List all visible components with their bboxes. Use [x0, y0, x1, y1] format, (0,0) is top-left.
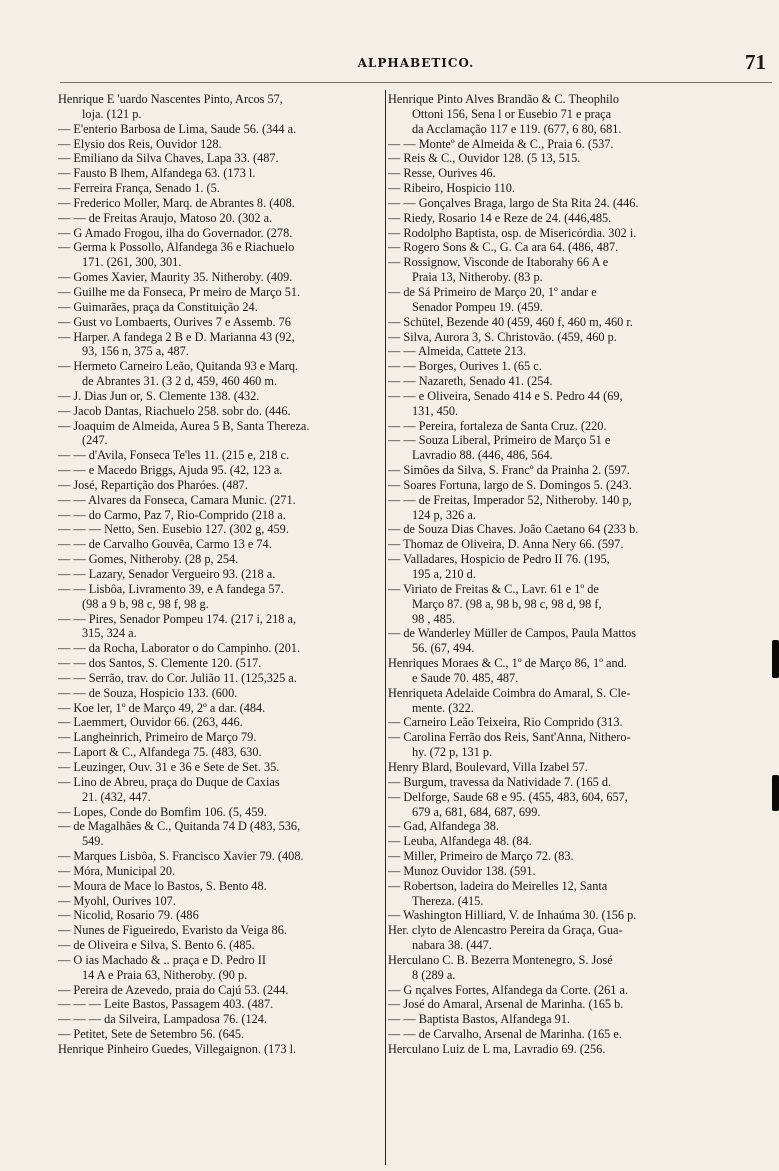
entry-line: — Reis & C., Ouvidor 128. (5 13, 515.: [388, 151, 581, 166]
entry-line: — — Gomes, Nitheroby. (28 p, 254.: [58, 552, 239, 567]
entry-line: — Móra, Municipal 20.: [58, 863, 176, 878]
entry-continuation: 93, 156 n, 375 a, 487.: [82, 344, 189, 359]
entry-line: — Schütel, Bezende 40 (459, 460 f, 460 m, 460 r.: [388, 314, 633, 329]
index-entry: [388, 552, 714, 582]
entry-line: — — Almeida, Cattete 213.: [388, 344, 526, 359]
index-entry: [388, 240, 714, 255]
right-column: [388, 92, 714, 1057]
index-entry: [388, 92, 714, 137]
entry-line: — Laemmert, Ouvidor 66. (263, 446.: [58, 715, 243, 730]
entry-line: — Ferreira França, Senado 1. (5.: [58, 181, 220, 196]
entry-line: — de Sá Primeiro de Março 20, 1º andar e: [388, 284, 597, 299]
entry-continuation: 14 A e Praia 63, Nitheroby. (90 p.: [82, 967, 248, 982]
index-entry: [58, 300, 380, 315]
entry-line: Henrique E 'uardo Nascentes Pinto, Arcos 57,: [58, 92, 283, 106]
page-title: ALPHABETICO.: [357, 56, 475, 70]
entry-line: — Thomaz de Oliveira, D. Anna Nery 66. (597.: [388, 537, 624, 552]
index-entry: [388, 819, 714, 834]
entry-line: — Valladares, Hospicio de Pedro II 76. (195,: [388, 552, 610, 567]
entry-line: — Leuba, Alfandega 48. (84.: [388, 834, 532, 849]
entry-continuation: 195 a, 210 d.: [412, 567, 476, 581]
column-divider: [385, 90, 386, 1165]
entry-line: — Munoz Ouvidor 138. (591.: [388, 863, 536, 878]
entry-line: — — Pereira, fortaleza de Santa Cruz. (220.: [388, 418, 607, 433]
index-entry: [388, 151, 714, 166]
index-entry: [388, 389, 714, 419]
index-entry: [388, 775, 714, 790]
index-entry: [58, 359, 380, 389]
index-entry: [58, 612, 380, 642]
index-entry: [58, 997, 380, 1012]
entry-continuation: 124 p, 326 a.: [412, 507, 476, 522]
index-entry: [58, 701, 380, 716]
entry-line: — Marques Lisbôa, S. Francisco Xavier 79. (408.: [58, 849, 304, 864]
entry-line: — — Alvares da Fonseca, Camara Munic. (271.: [58, 492, 296, 507]
entry-line: Henriques Moraes & C., 1º de Março 86, 1º and.: [388, 656, 627, 671]
entry-line: — Guilhe me da Fonseca, Pr meiro de Março 51.: [58, 284, 301, 299]
entry-line: — Emiliano da Silva Chaves, Lapa 33. (487.: [58, 151, 279, 166]
index-entry: [58, 983, 380, 998]
entry-line: Henry Blard, Boulevard, Villa Izabel 57.: [388, 759, 588, 774]
entry-line: — — de Carvalho Gouvêa, Carmo 13 e 74.: [58, 537, 272, 552]
entry-line: — Delforge, Saude 68 e 95. (455, 483, 604, 657,: [388, 789, 628, 804]
index-entry: [58, 894, 380, 909]
entry-line: — Lino de Abreu, praça do Duque de Caxias: [58, 774, 280, 789]
index-entry: [388, 181, 714, 196]
entry-line: — Rossignow, Visconde de Itaborahy 66 A e: [388, 255, 609, 270]
index-entry: [388, 537, 714, 552]
index-entry: [58, 330, 380, 360]
index-entry: [58, 270, 380, 285]
index-entry: [388, 255, 714, 285]
entry-continuation: de Abrantes 31. (3 2 d, 459, 460 460 m.: [82, 374, 278, 389]
index-entry: [388, 463, 714, 478]
entry-line: — Riedy, Rosario 14 e Reze de 24. (446,485.: [388, 210, 612, 225]
entry-line: — José, Repartição dos Pharóes. (487.: [58, 477, 248, 492]
entry-continuation: 98 , 485.: [412, 611, 456, 626]
entry-line: — Washington Hilliard, V. de Inhaúma 30. (156 p.: [388, 908, 637, 923]
index-entry: [388, 1027, 714, 1042]
entry-line: — Burgum, travessa da Natividade 7. (165 d.: [388, 774, 612, 789]
index-entry: [388, 166, 714, 181]
entry-line: — G nçalves Fortes, Alfandega da Corte. (261 a.: [388, 982, 629, 997]
entry-line: — Gomes Xavier, Maurity 35. Nitheroby. (409.: [58, 270, 293, 285]
margin-ink-mark: [772, 640, 779, 678]
entry-line: — — — da Silveira, Lampadosa 76. (124.: [58, 1012, 268, 1027]
index-entry: [388, 626, 714, 656]
index-entry: [388, 433, 714, 463]
index-entry: [58, 211, 380, 226]
entry-line: — Nicolid, Rosario 79. (486: [58, 908, 199, 923]
index-entry: [58, 805, 380, 820]
entry-line: — Leuzinger, Ouv. 31 e 36 e Sete de Set. 35.: [58, 759, 280, 774]
header-rule: [60, 82, 772, 83]
index-entry: [388, 330, 714, 345]
entry-continuation: e Saude 70. 485, 487.: [412, 670, 519, 685]
entry-continuation: Praia 13, Nitheroby. (83 p.: [412, 270, 543, 285]
entry-continuation: 549.: [82, 834, 104, 849]
index-entry: [58, 240, 380, 270]
index-entry: [388, 864, 714, 879]
entry-continuation: 171. (261, 300, 301.: [82, 255, 182, 270]
entry-line: — Petitet, Sete de Setembro 56. (645.: [58, 1027, 245, 1042]
index-entry: [58, 285, 380, 300]
entry-line: — — dos Santos, S. Clemente 120. (517.: [58, 656, 262, 671]
index-entry: [388, 953, 714, 983]
entry-line: — — e Macedo Briggs, Ajuda 95. (42, 123 a.: [58, 463, 283, 478]
index-entry: [58, 404, 380, 419]
entry-line: — Langheinrich, Primeiro de Março 79.: [58, 730, 257, 745]
index-entry: [58, 582, 380, 612]
index-entry: [58, 908, 380, 923]
index-entry: [58, 552, 380, 567]
entry-continuation: Thereza. (415.: [412, 893, 484, 908]
entry-line: — Joaquim de Almeida, Aurea 5 B, Santa Thereza.: [58, 418, 310, 433]
entry-line: — Laport & C., Alfandega 75. (483, 630.: [58, 745, 262, 760]
index-entry: [58, 151, 380, 166]
entry-line: — Rogero Sons & C., G. Ca ara 64. (486, 487.: [388, 240, 619, 255]
entry-line: Henrique Pinheiro Guedes, Villegaignon. (173 l.: [58, 1042, 297, 1056]
entry-line: — — Nazareth, Senado 41. (254.: [388, 374, 553, 389]
entry-line: — — de Souza, Hospicio 133. (600.: [58, 685, 238, 700]
index-entry: [58, 641, 380, 656]
entry-line: — de Souza Dias Chaves. João Caetano 64 (233 b.: [388, 522, 639, 537]
index-entry: [58, 938, 380, 953]
entry-line: — — de Freitas Araujo, Matoso 20. (302 a.: [58, 210, 273, 225]
entry-line: — Resse, Ourives 46.: [388, 166, 496, 181]
entry-line: — Elysio dos Reis, Ouvidor 128.: [58, 136, 222, 151]
entry-continuation: hy. (72 p, 131 p.: [412, 745, 493, 760]
index-entry: [388, 834, 714, 849]
entry-line: — Silva, Aurora 3, S. Christovão. (459, 460 p.: [388, 329, 617, 344]
index-entry: [388, 196, 714, 211]
index-entry: [58, 92, 380, 122]
index-entry: [58, 508, 380, 523]
index-entry: [58, 953, 380, 983]
entry-line: — Frederico Moller, Marq. de Abrantes 8. (408.: [58, 195, 295, 210]
entry-line: Herculano Luiz de L ma, Lavradio 69. (256.: [388, 1042, 606, 1056]
index-entry: [388, 715, 714, 730]
index-entry: [388, 686, 714, 716]
left-column: [58, 92, 380, 1057]
entry-line: — — d'Avila, Fonseca Te'les 11. (215 e, 218 c.: [58, 448, 290, 463]
entry-line: — de Wanderley Müller de Campos, Paula Mattos: [388, 626, 637, 641]
index-entry: [388, 374, 714, 389]
entry-line: Henriqueta Adelaide Coimbra do Amaral, S. Cle-: [388, 685, 631, 700]
index-entry: [58, 196, 380, 211]
entry-line: Her. clyto de Alencastro Pereira da Graça, Gua-: [388, 923, 623, 938]
page-number: 71: [745, 50, 766, 74]
entry-line: — Lopes, Conde do Bomfim 106. (5, 459.: [58, 804, 267, 819]
entry-line: — Gust vo Lombaerts, Ourives 7 e Assemb. 76: [58, 314, 291, 329]
index-entry: [388, 226, 714, 241]
index-entry: [388, 983, 714, 998]
index-entry: [58, 730, 380, 745]
index-entry: [58, 389, 380, 404]
entry-line: — Germa k Possollo, Alfandega 36 e Riachuelo: [58, 240, 295, 255]
entry-line: — — Serrão, trav. do Cor. Julião 11. (125,325 a.: [58, 670, 297, 685]
entry-line: — Koe ler, 1º de Março 49, 2º a dar. (484.: [58, 700, 266, 715]
index-entry: [58, 493, 380, 508]
entry-continuation: Senador Pompeu 19. (459.: [412, 299, 543, 314]
entry-line: — — Souza Liberal, Primeiro de Março 51 e: [388, 433, 611, 448]
entry-line: — Moura de Mace lo Bastos, S. Bento 48.: [58, 878, 267, 893]
index-entry: [388, 908, 714, 923]
entry-line: — O ias Machado & .. praça e D. Pedro II: [58, 952, 266, 967]
entry-continuation: Ottoni 156, Sena l or Eusebio 71 e praça: [412, 106, 612, 121]
index-entry: [58, 463, 380, 478]
running-head: [60, 52, 772, 76]
index-entry: [58, 671, 380, 686]
index-entry: [388, 879, 714, 909]
entry-line: — Hermeto Carneiro Leão, Quitanda 93 e Marq.: [58, 359, 299, 374]
index-entry: [388, 137, 714, 152]
entry-line: — — Gonçalves Braga, largo de Sta Rita 24. (446.: [388, 195, 639, 210]
index-entry: [388, 790, 714, 820]
entry-continuation: Março 87. (98 a, 98 b, 98 c, 98 d, 98 f,: [412, 596, 602, 611]
index-entry: [388, 1012, 714, 1027]
entry-line: — — Lisbôa, Livramento 39, e A fandega 57.: [58, 581, 284, 596]
entry-line: — J. Dias Jun or, S. Clemente 138. (432.: [58, 388, 260, 403]
entry-line: — — da Rocha, Laborator o do Campinho. (201.: [58, 641, 301, 656]
index-entry: [58, 923, 380, 938]
entry-continuation: loja. (121 p.: [82, 106, 142, 121]
entry-line: — — de Carvalho, Arsenal de Marinha. (165 e.: [388, 1027, 622, 1042]
index-entry: [58, 864, 380, 879]
index-entry: [58, 775, 380, 805]
index-entry: [58, 522, 380, 537]
index-entry: [388, 997, 714, 1012]
entry-line: — Guimarães, praça da Constituição 24.: [58, 299, 258, 314]
entry-line: — Pereira de Azevedo, praia do Cajú 53. (244.: [58, 982, 289, 997]
entry-line: — — Baptista Bastos, Alfandega 91.: [388, 1012, 571, 1027]
entry-line: — Jacob Dantas, Riachuelo 258. sobr do. (446.: [58, 403, 291, 418]
index-entry: [58, 1042, 380, 1057]
index-entry: [58, 122, 380, 137]
index-entry: [388, 923, 714, 953]
entry-continuation: (98 a 9 b, 98 c, 98 f, 98 g.: [82, 596, 209, 611]
entry-continuation: 56. (67, 494.: [412, 641, 475, 656]
entry-continuation: nabara 38. (447.: [412, 938, 492, 953]
index-entry: [388, 419, 714, 434]
entry-continuation: 315, 324 a.: [82, 626, 137, 641]
entry-line: — Ribeiro, Hospicio 110.: [388, 181, 515, 196]
entry-line: — — Pires, Senador Pompeu 174. (217 i, 218 a,: [58, 611, 297, 626]
index-entry: [388, 582, 714, 627]
index-entry: [388, 730, 714, 760]
index-entry: [58, 315, 380, 330]
margin-ink-mark: [772, 775, 779, 811]
entry-line: — Carolina Ferrão dos Reis, Sant'Anna, Nithero-: [388, 730, 631, 745]
index-entry: [388, 493, 714, 523]
entry-continuation: 679 a, 681, 684, 687, 699.: [412, 804, 541, 819]
index-entry: [58, 745, 380, 760]
entry-line: — E'enterio Barbosa de Lima, Saude 56. (344 a.: [58, 121, 297, 136]
entry-continuation: 21. (432, 447.: [82, 789, 151, 804]
entry-line: — Viriato de Freitas & C., Lavr. 61 e 1º de: [388, 581, 599, 596]
index-entry: [58, 181, 380, 196]
index-entry: [58, 166, 380, 181]
index-entry: [58, 1012, 380, 1027]
entry-line: — — de Freitas, Imperador 52, Nitheroby. 140 p,: [388, 492, 632, 507]
entry-continuation: Lavradio 88. (446, 486, 564.: [412, 448, 553, 463]
entry-line: — Rodolpho Baptista, osp. de Misericórdia. 302 i.: [388, 225, 637, 240]
entry-continuation: 131, 450.: [412, 403, 459, 418]
index-entry: [58, 137, 380, 152]
index-entry: [58, 567, 380, 582]
entry-line: — — e Oliveira, Senado 414 e S. Pedro 44 (69,: [388, 388, 623, 403]
entry-line: — — — Netto, Sen. Eusebio 127. (302 g, 459.: [58, 522, 289, 537]
entry-continuation: mente. (322.: [412, 700, 474, 715]
index-entry: [58, 537, 380, 552]
index-entry: [388, 285, 714, 315]
index-entry: [388, 656, 714, 686]
entry-line: — Gad, Alfandega 38.: [388, 819, 499, 834]
entry-line: — — — Leite Bastos, Passagem 403. (487.: [58, 997, 274, 1012]
entry-line: — — Monteº de Almeida & C., Praia 6. (537.: [388, 136, 614, 151]
entry-line: — José do Amaral, Arsenal de Marinha. (165 b.: [388, 997, 624, 1012]
entry-line: — Myohl, Ourives 107.: [58, 893, 176, 908]
entry-line: — — Lazary, Senador Vergueiro 93. (218 a.: [58, 567, 276, 581]
index-entry: [58, 419, 380, 449]
entry-continuation: (247.: [82, 433, 108, 448]
index-entry: [58, 686, 380, 701]
index-entry: [388, 522, 714, 537]
index-entry: [58, 478, 380, 493]
index-entry: [388, 1042, 714, 1057]
entry-line: — Miller, Primeiro de Março 72. (83.: [388, 849, 574, 864]
index-entry: [58, 879, 380, 894]
entry-line: — de Oliveira e Silva, S. Bento 6. (485.: [58, 938, 255, 953]
index-entry: [388, 359, 714, 374]
entry-line: Henrique Pinto Alves Brandão & C. Theophilo: [388, 92, 619, 106]
index-entry: [58, 226, 380, 241]
entry-line: — Fausto B lhem, Alfandega 63. (173 l.: [58, 166, 256, 181]
index-entry: [58, 1027, 380, 1042]
index-entry: [388, 760, 714, 775]
index-entry: [388, 344, 714, 359]
index-entry: [58, 715, 380, 730]
index-entry: [58, 819, 380, 849]
entry-line: Herculano C. B. Bezerra Montenegro, S. José: [388, 952, 613, 967]
index-entry: [58, 656, 380, 671]
entry-line: — G Amado Frogou, ilha do Governador. (278.: [58, 225, 293, 240]
entry-line: — Simões da Silva, S. Francº da Prainha 2. (597.: [388, 463, 630, 478]
entry-line: — — Borges, Ourives 1. (65 c.: [388, 359, 542, 374]
index-entry: [388, 211, 714, 226]
entry-line: — Harper. A fandega 2 B e D. Marianna 43 (92,: [58, 329, 295, 344]
entry-line: — de Magalhães & C., Quitanda 74 D (483, 536,: [58, 819, 301, 834]
index-entry: [58, 849, 380, 864]
index-entry: [58, 760, 380, 775]
index-entry: [58, 448, 380, 463]
entry-continuation: 8 (289 a.: [412, 967, 456, 982]
entry-line: — Soares Fortuna, largo de S. Domingos 5. (243.: [388, 477, 632, 492]
entry-line: — — do Carmo, Paz 7, Rio-Comprido (218 a.: [58, 507, 286, 522]
index-entry: [388, 478, 714, 493]
entry-line: — Carneiro Leão Teixeira, Rio Comprido (313.: [388, 715, 623, 730]
index-entry: [388, 849, 714, 864]
entry-line: — Robertson, ladeira do Meirelles 12, Santa: [388, 878, 608, 893]
entry-continuation: da Acclamação 117 e 119. (677, 6 80, 681.: [412, 121, 622, 136]
index-entry: [388, 315, 714, 330]
entry-line: — Nunes de Figueiredo, Evaristo da Veiga 86.: [58, 923, 287, 938]
